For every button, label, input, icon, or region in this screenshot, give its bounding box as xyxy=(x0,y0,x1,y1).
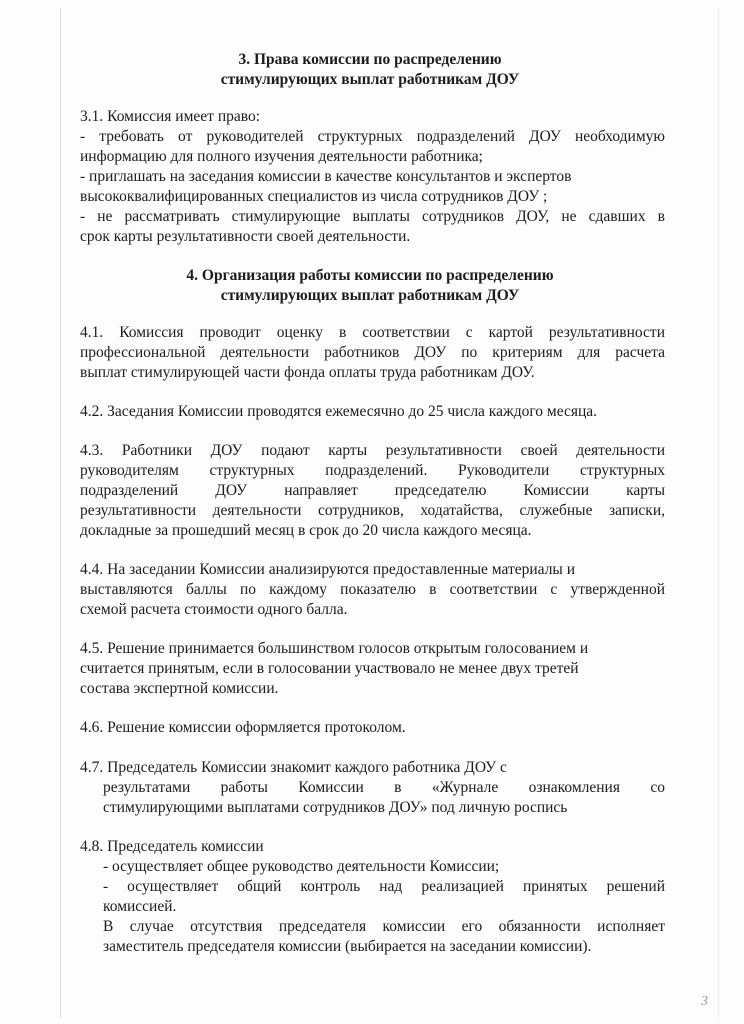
paragraph-4-7-line: 4.7. Председатель Комиссии знакомит каждого работника ДОУ с xyxy=(80,759,507,776)
paragraph-4-3-line: докладные за прошедший месяц в срок до 20 числа каждого месяца. xyxy=(80,522,532,539)
paragraph-4-5-line: считается принятым, если в голосовании участвовало не менее двух третей xyxy=(80,660,579,677)
paragraph-4-2-line: 4.2. Заседания Комиссии проводятся ежемесячно до 25 числа каждого месяца. xyxy=(80,403,598,420)
section-3-line: - требовать от руководителей структурных подразделений ДОУ необходимую xyxy=(80,128,665,145)
paragraph-4-6-line: 4.6. Решение комиссии оформляется протоколом. xyxy=(80,719,406,736)
section-3-line: срок карты результативности своей деятельности. xyxy=(80,228,411,245)
paragraph-4-8-line: - осуществляет общее руководство деятельности Комиссии; xyxy=(103,858,500,875)
paragraph-4-8-line: 4.8. Председатель комиссии xyxy=(80,838,264,855)
section-4-heading-line-2: стимулирующих выплат работникам ДОУ xyxy=(220,287,520,304)
paragraph-4-1-line: профессиональной деятельности работников ДОУ по критериям для расчета xyxy=(80,344,665,361)
paragraph-4-5-line: 4.5. Решение принимается большинством голосов открытым голосованием и xyxy=(80,640,589,657)
page-number: 3 xyxy=(701,994,708,1009)
scan-edge-left xyxy=(60,8,61,1018)
paragraph-4-3-line: результативности деятельности сотрудников, ходатайства, служебные записки, xyxy=(80,502,665,519)
paragraph-4-8-line: заместитель председателя комиссии (выбирается на заседании комиссии). xyxy=(103,938,592,955)
paragraph-4-1-line: 4.1. Комиссия проводит оценку в соответствии с картой результативности xyxy=(80,324,665,341)
section-3-line: - не рассматривать стимулирующие выплаты сотрудников ДОУ, не сдавших в xyxy=(80,208,665,225)
paragraph-4-5-line: состава экспертной комиссии. xyxy=(80,680,279,697)
section-3-line: 3.1. Комиссия имеет право: xyxy=(80,108,261,125)
section-4-heading-line-1: 4. Организация работы комиссии по распределению xyxy=(186,267,554,284)
paragraph-4-4-line: выставляются баллы по каждому показателю в соответствии с утвержденной xyxy=(80,581,665,598)
section-3-line: высококвалифицированных специалистов из числа сотрудников ДОУ ; xyxy=(80,188,548,205)
paragraph-4-1-line: выплат стимулирующей части фонда оплаты труда работникам ДОУ. xyxy=(80,364,535,381)
section-3-heading-line-2: стимулирующих выплат работникам ДОУ xyxy=(220,71,520,88)
section-3-heading xyxy=(60,50,680,90)
paragraph-4-3-line: 4.3. Работники ДОУ подают карты результативности своей деятельности xyxy=(80,442,665,459)
section-3-line: - приглашать на заседания комиссии в качестве консультантов и экспертов xyxy=(80,168,572,185)
paragraph-4-4-line: 4.4. На заседании Комиссии анализируются предоставленные материалы и xyxy=(80,561,576,578)
paragraph-4-7-line: стимулирующими выплатами сотрудников ДОУ» под личную роспись xyxy=(103,799,568,816)
paragraph-4-7-line: результатами работы Комиссии в «Журнале ознакомления со xyxy=(103,779,665,796)
paragraph-4-3-line: руководителям структурных подразделений. Руководители структурных xyxy=(80,462,665,479)
section-3-line: информацию для полного изучения деятельности работника; xyxy=(80,148,483,165)
paragraph-4-4-line: схемой расчета стоимости одного балла. xyxy=(80,601,348,618)
paragraph-4-8-line: - осуществляет общий контроль над реализацией принятых решений xyxy=(103,878,665,895)
paragraph-4-8-line: В случае отсутствия председателя комиссии его обязанности исполняет xyxy=(103,918,665,935)
scan-edge-right xyxy=(718,8,719,1018)
section-4-heading xyxy=(60,266,680,306)
paragraph-4-3-line: подразделений ДОУ направляет председателю Комиссии карты xyxy=(80,482,665,499)
section-3-heading-line-1: 3. Права комиссии по распределению xyxy=(238,51,502,68)
paragraph-4-8-line: комиссией. xyxy=(103,898,177,915)
